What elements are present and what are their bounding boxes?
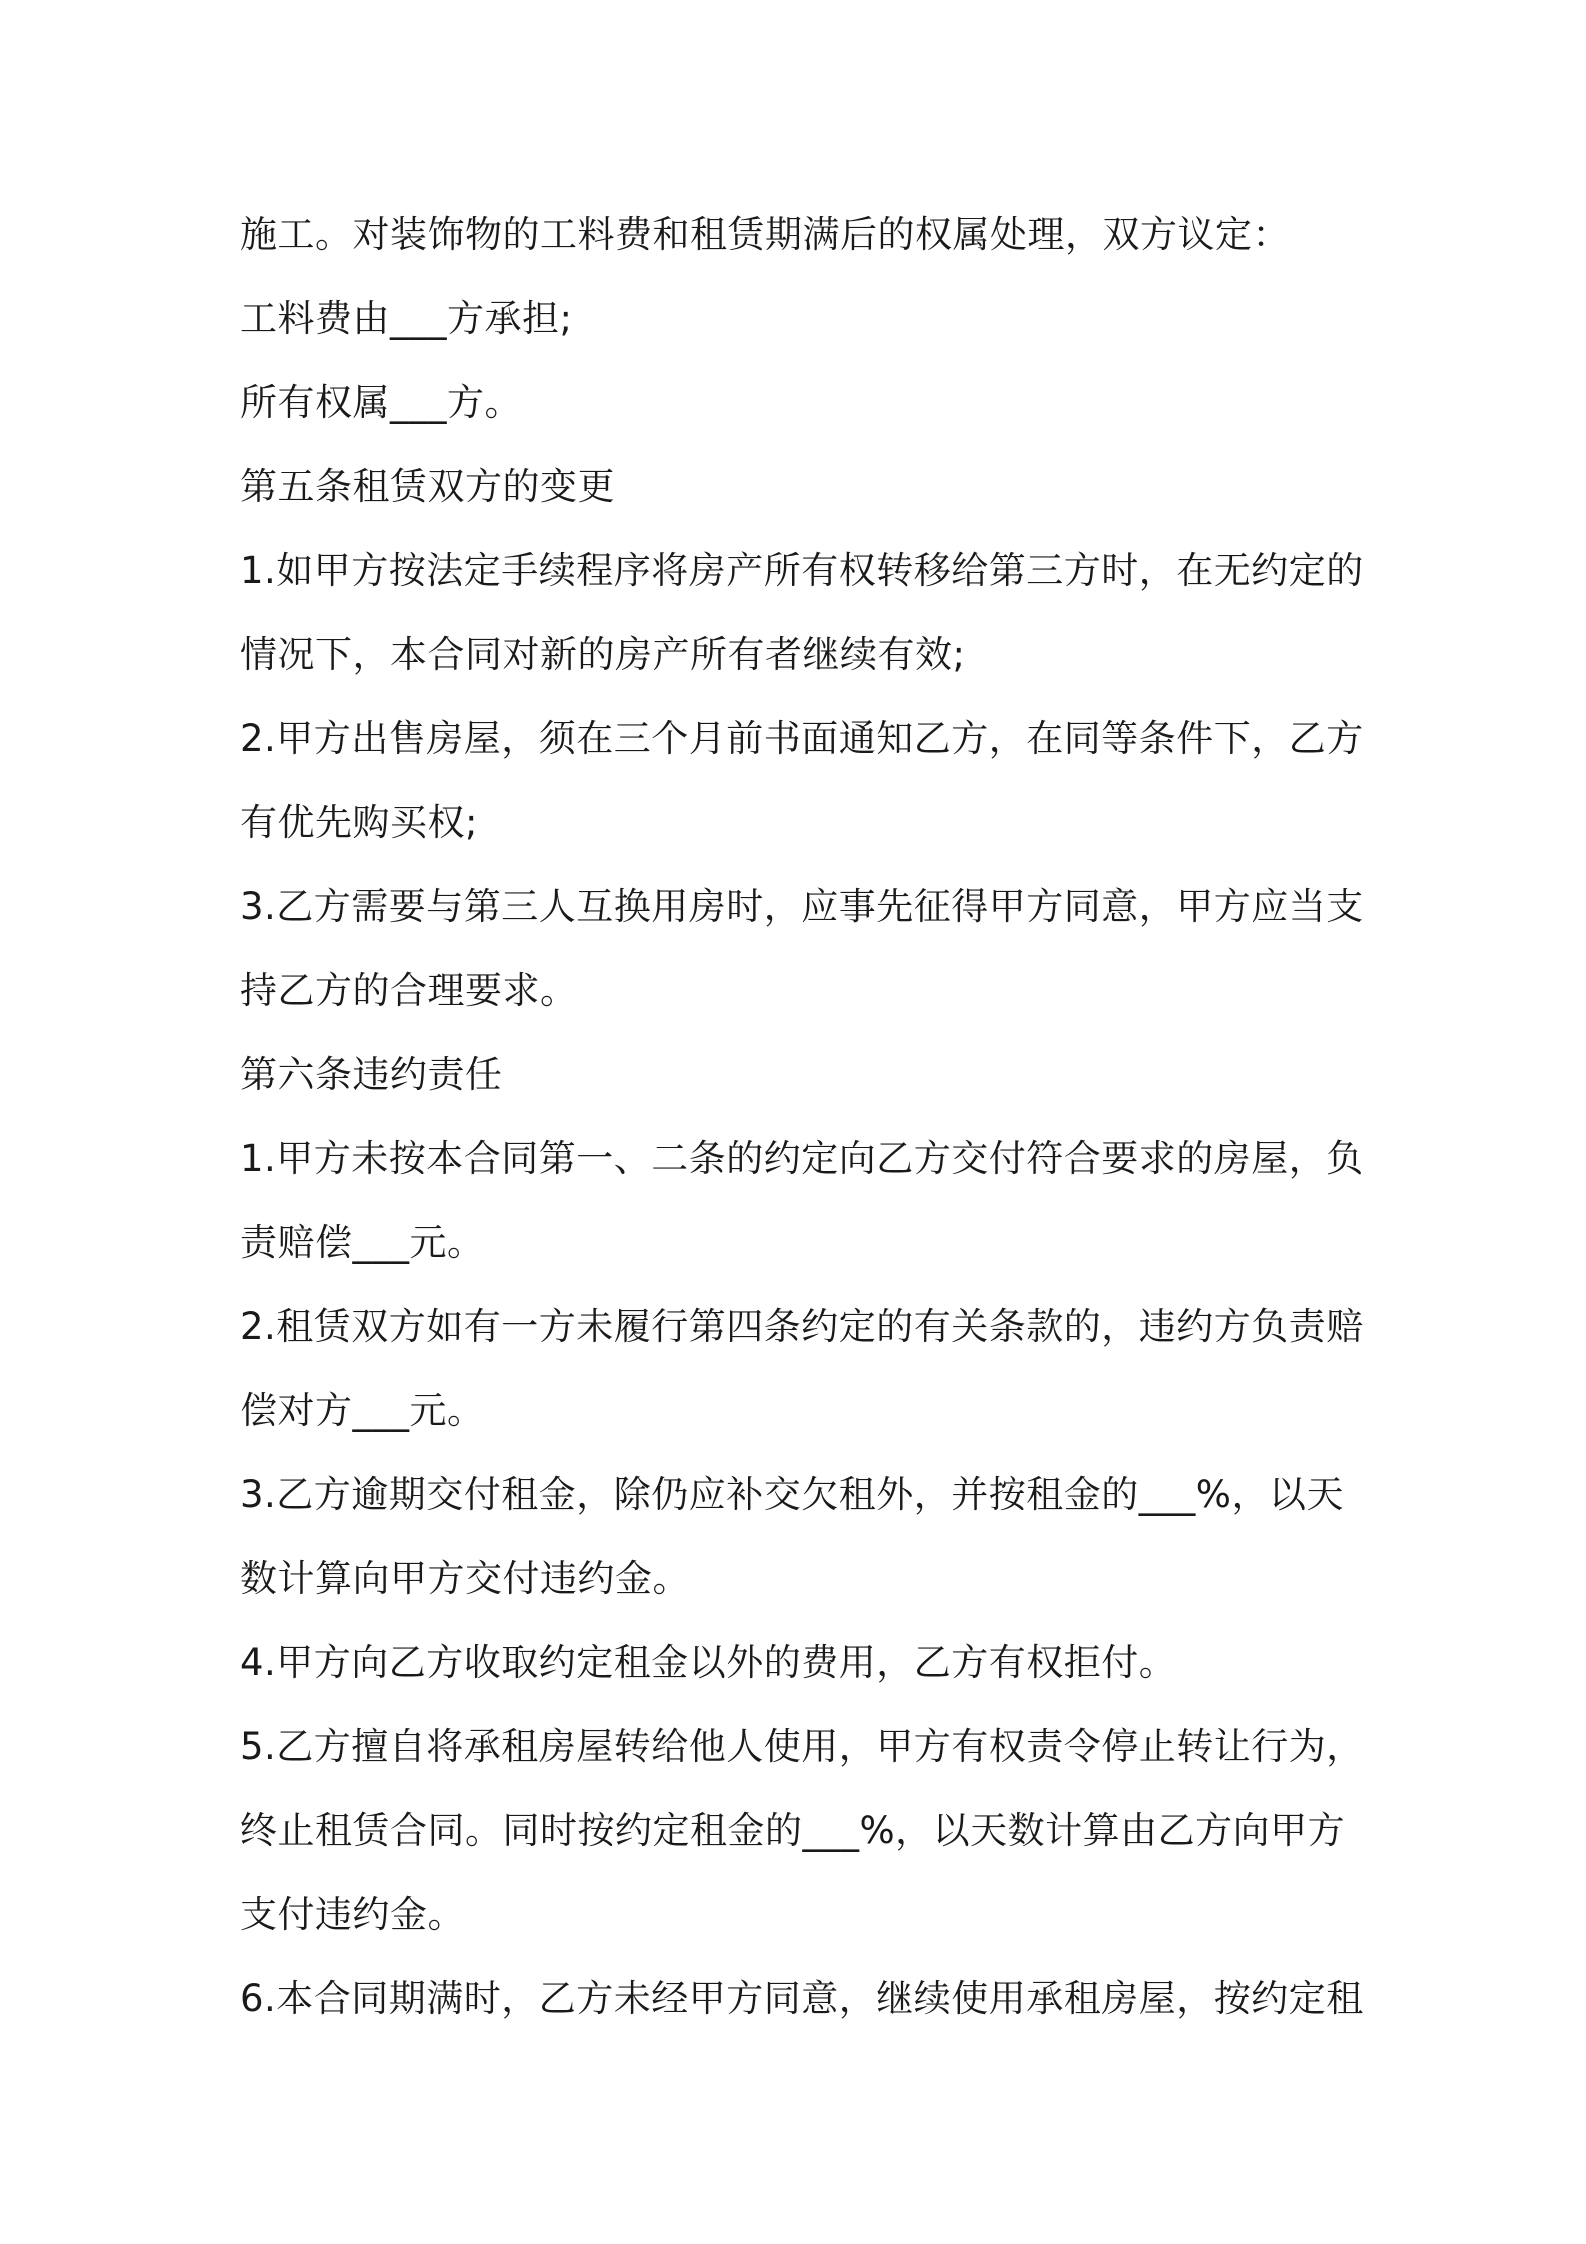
text-line: 偿对方___元。 [240,1389,485,1432]
text-line: 情况下，本合同对新的房产所有者继续有效; [240,633,966,676]
text-line: 5.乙方擅自将承租房屋转给他人使用，甲方有权责令停止转让行为， [240,1725,1364,1768]
text-line: 3.乙方需要与第三人互换用房时，应事先征得甲方同意，甲方应当支 [240,885,1364,928]
text-line: 2.租赁双方如有一方未履行第四条约定的有关条款的，违约方负责赔 [240,1305,1364,1348]
text-line: 6.本合同期满时，乙方未经甲方同意，继续使用承租房屋，按约定租 [240,1977,1364,2020]
text-line: 支付违约金。 [240,1893,465,1936]
section-heading: 第五条租赁双方的变更 [240,465,615,508]
text-line: 持乙方的合理要求。 [240,969,578,1012]
text-line: 1.如甲方按法定手续程序将房产所有权转移给第三方时，在无约定的 [240,549,1364,592]
text-line: 责赔偿___元。 [240,1221,485,1264]
text-line: 2.甲方出售房屋，须在三个月前书面通知乙方，在同等条件下，乙方 [240,717,1364,760]
text-line: 数计算向甲方交付违约金。 [240,1557,690,1600]
text-line: 1.甲方未按本合同第一、二条的约定向乙方交付符合要求的房屋，负 [240,1137,1364,1180]
text-line: 工料费由___方承担; [240,297,573,340]
text-line: 3.乙方逾期交付租金，除仍应补交欠租外，并按租金的___%，以天 [240,1473,1344,1516]
text-line: 施工。对装饰物的工料费和租赁期满后的权属处理，双方议定： [240,213,1290,256]
text-line: 有优先购买权; [240,801,478,844]
text-line: 4.甲方向乙方收取约定租金以外的费用，乙方有权拒付。 [240,1641,1177,1684]
section-heading: 第六条违约责任 [240,1053,503,1096]
document-body [240,193,1364,2041]
text-line: 所有权属___方。 [240,381,522,424]
text-line: 终止租赁合同。同时按约定租金的___%，以天数计算由乙方向甲方 [240,1809,1346,1852]
